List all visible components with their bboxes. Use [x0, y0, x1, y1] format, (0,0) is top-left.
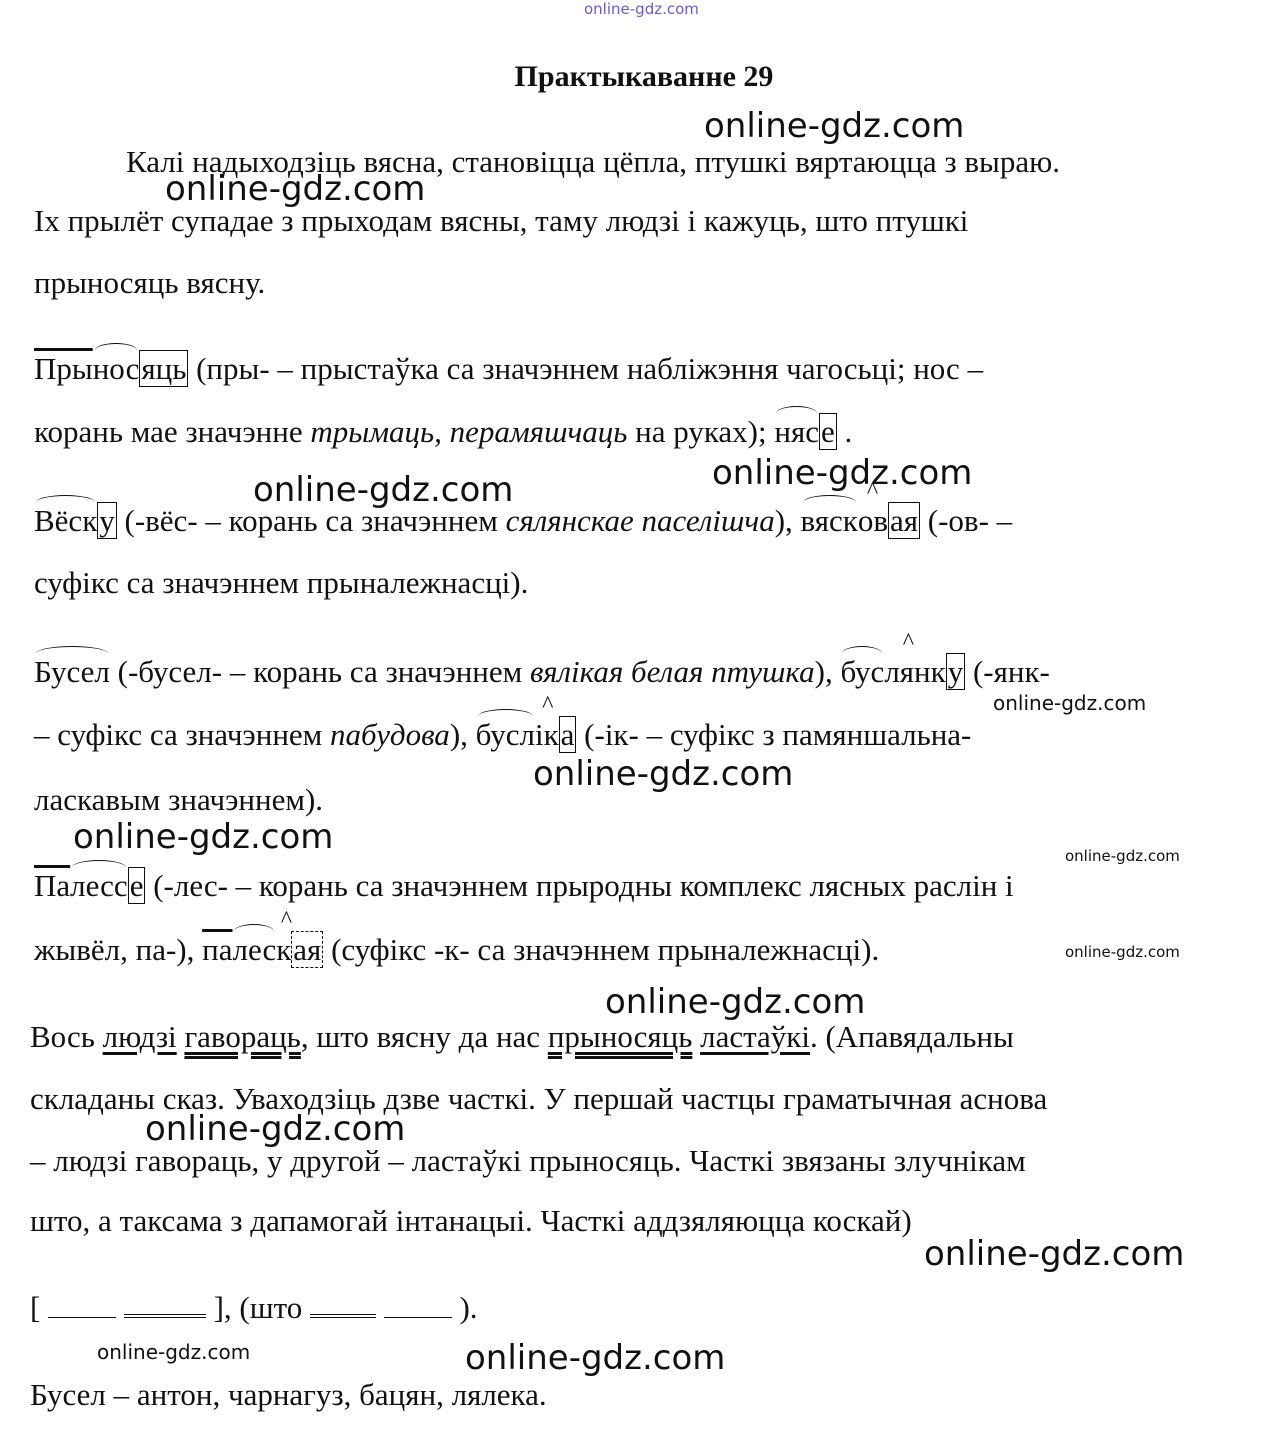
predicate-underline: гавораць	[184, 1019, 301, 1054]
site-tag: online-gdz.com	[584, 0, 699, 18]
text-line: – людзі гавораць, у другой – ластаўкі прыносяць. Часткі звязаны злучнікам	[30, 1143, 1026, 1178]
text: (суфікс -к- са значэннем прыналежнасці).	[323, 932, 880, 967]
watermark: online-gdz.com	[605, 982, 866, 1022]
suffix-mark: ^ к	[276, 934, 291, 965]
text: ),	[449, 717, 476, 752]
page-title: Практыкаванне 29	[514, 60, 774, 93]
root-mark: бусл	[475, 717, 535, 752]
ending-mark: а	[560, 717, 575, 752]
explanation: (пры- – прыстаўка са значэннем набліжэння чагосьці; нос –	[188, 351, 984, 386]
text: (-бусел- – корань са значэннем	[109, 654, 531, 689]
explanation: (-лес- – корань са значэннем прыродны комплекс лясных раслін і	[145, 868, 1014, 903]
text-line: Іх прылёт супадае з прыходам вясны, таму людзі і кажуць, што птушкі	[34, 203, 969, 238]
watermark: online-gdz.com	[253, 470, 514, 510]
subject-underline: ластаўкі	[700, 1019, 810, 1054]
text: . (Апавядальны	[809, 1019, 1014, 1054]
subject-blank	[384, 1295, 452, 1318]
watermark: online-gdz.com	[465, 1338, 726, 1378]
ending-mark: ая	[293, 932, 322, 967]
prefix-mark: Па	[34, 868, 71, 903]
suffix-mark: ^ ов	[858, 505, 888, 536]
ending-mark: яць	[141, 351, 187, 386]
text: (-янк-	[965, 654, 1050, 689]
analysis-busel	[34, 656, 1050, 687]
root-mark: Бусел	[34, 654, 110, 689]
suffix-mark: ^ лянк	[884, 656, 945, 687]
ending-mark: ая	[890, 503, 919, 538]
italic-text: пабудова	[330, 717, 450, 752]
watermark: online-gdz.com	[712, 453, 973, 493]
text: Вось	[30, 1019, 103, 1054]
subject-underline: людзі	[102, 1019, 177, 1054]
ending-mark: у	[99, 503, 115, 538]
watermark: online-gdz.com	[924, 1234, 1185, 1274]
watermark: online-gdz.com	[1065, 847, 1180, 865]
analysis-prynosyats	[34, 353, 983, 384]
root-mark: лесс	[70, 868, 128, 903]
predicate-blank	[124, 1292, 206, 1318]
ending-mark: е	[129, 868, 144, 903]
bracket: [	[30, 1290, 49, 1325]
sentence-line	[30, 1021, 1014, 1052]
sentence-scheme	[30, 1292, 478, 1323]
text: на руках);	[627, 414, 775, 449]
text: ),	[774, 503, 801, 538]
italic-text: сялянскае паселішча	[505, 503, 775, 538]
italic-text: вялікая белая птушка	[530, 654, 815, 689]
text: ),	[814, 654, 841, 689]
subject-blank	[48, 1295, 116, 1318]
ending-mark: у	[947, 654, 964, 689]
watermark: online-gdz.com	[73, 817, 334, 857]
italic-text: трымаць, перамяшчаць	[310, 414, 628, 449]
bracket: ).	[451, 1290, 478, 1325]
text-line: прыносяць вясну.	[34, 265, 266, 300]
analysis-line	[34, 934, 879, 965]
text: жывёл, па-),	[34, 932, 203, 967]
root-mark: нос	[92, 351, 140, 386]
root-mark: вяск	[800, 503, 858, 538]
text-line: ласкавым значэннем).	[34, 782, 324, 817]
text-line: што, а таксама з дапамогай інтанацыі. Часткі аддзяляюцца коскай)	[30, 1203, 912, 1238]
root-mark: няс	[774, 414, 819, 449]
analysis-vesku	[34, 505, 1012, 536]
root-mark: лес	[232, 932, 277, 967]
suffix-mark: ^ ік	[535, 719, 559, 750]
text: (-вёс- – корань са значэннем	[116, 503, 506, 538]
root-mark: Вёск	[34, 503, 98, 538]
watermark: online-gdz.com	[1065, 943, 1180, 961]
predicate-blank	[310, 1292, 376, 1318]
prefix-mark: па	[202, 932, 233, 967]
synonyms-line: Бусел – антон, чарнагуз, бацян, лялека.	[30, 1377, 547, 1412]
analysis-palesse	[34, 870, 1014, 901]
watermark: online-gdz.com	[145, 1109, 406, 1149]
text-line: Калі надыходзіць вясна, становіцца цёпла, птушкі вяртаюцца з выраю.	[126, 144, 1060, 179]
root-mark: бус	[840, 654, 885, 689]
text: – суфікс са значэннем	[34, 717, 331, 752]
text-line: суфікс са значэннем прыналежнасці).	[34, 565, 529, 600]
watermark: online-gdz.com	[165, 169, 426, 209]
watermark: online-gdz.com	[533, 754, 794, 794]
ending-mark: е	[820, 414, 835, 449]
prefix-mark: Пры	[34, 351, 93, 386]
text: (-ік- – суфікс з памяншальна-	[576, 717, 972, 752]
watermark: online-gdz.com	[704, 106, 965, 146]
watermark: online-gdz.com	[97, 1340, 251, 1364]
analysis-line	[34, 416, 852, 447]
text: (-ов- –	[920, 503, 1013, 538]
text-line: складаны сказ. Уваходзіць дзве часткі. У першай частцы граматычная аснова	[30, 1081, 1048, 1116]
text: , што вясну да нас	[300, 1019, 548, 1054]
analysis-line	[34, 719, 971, 750]
watermark: online-gdz.com	[993, 691, 1147, 715]
text: ], (што	[205, 1290, 310, 1325]
text: .	[836, 414, 853, 449]
predicate-underline: прыносяць	[547, 1019, 693, 1054]
text: корань мае значэнне	[34, 414, 311, 449]
